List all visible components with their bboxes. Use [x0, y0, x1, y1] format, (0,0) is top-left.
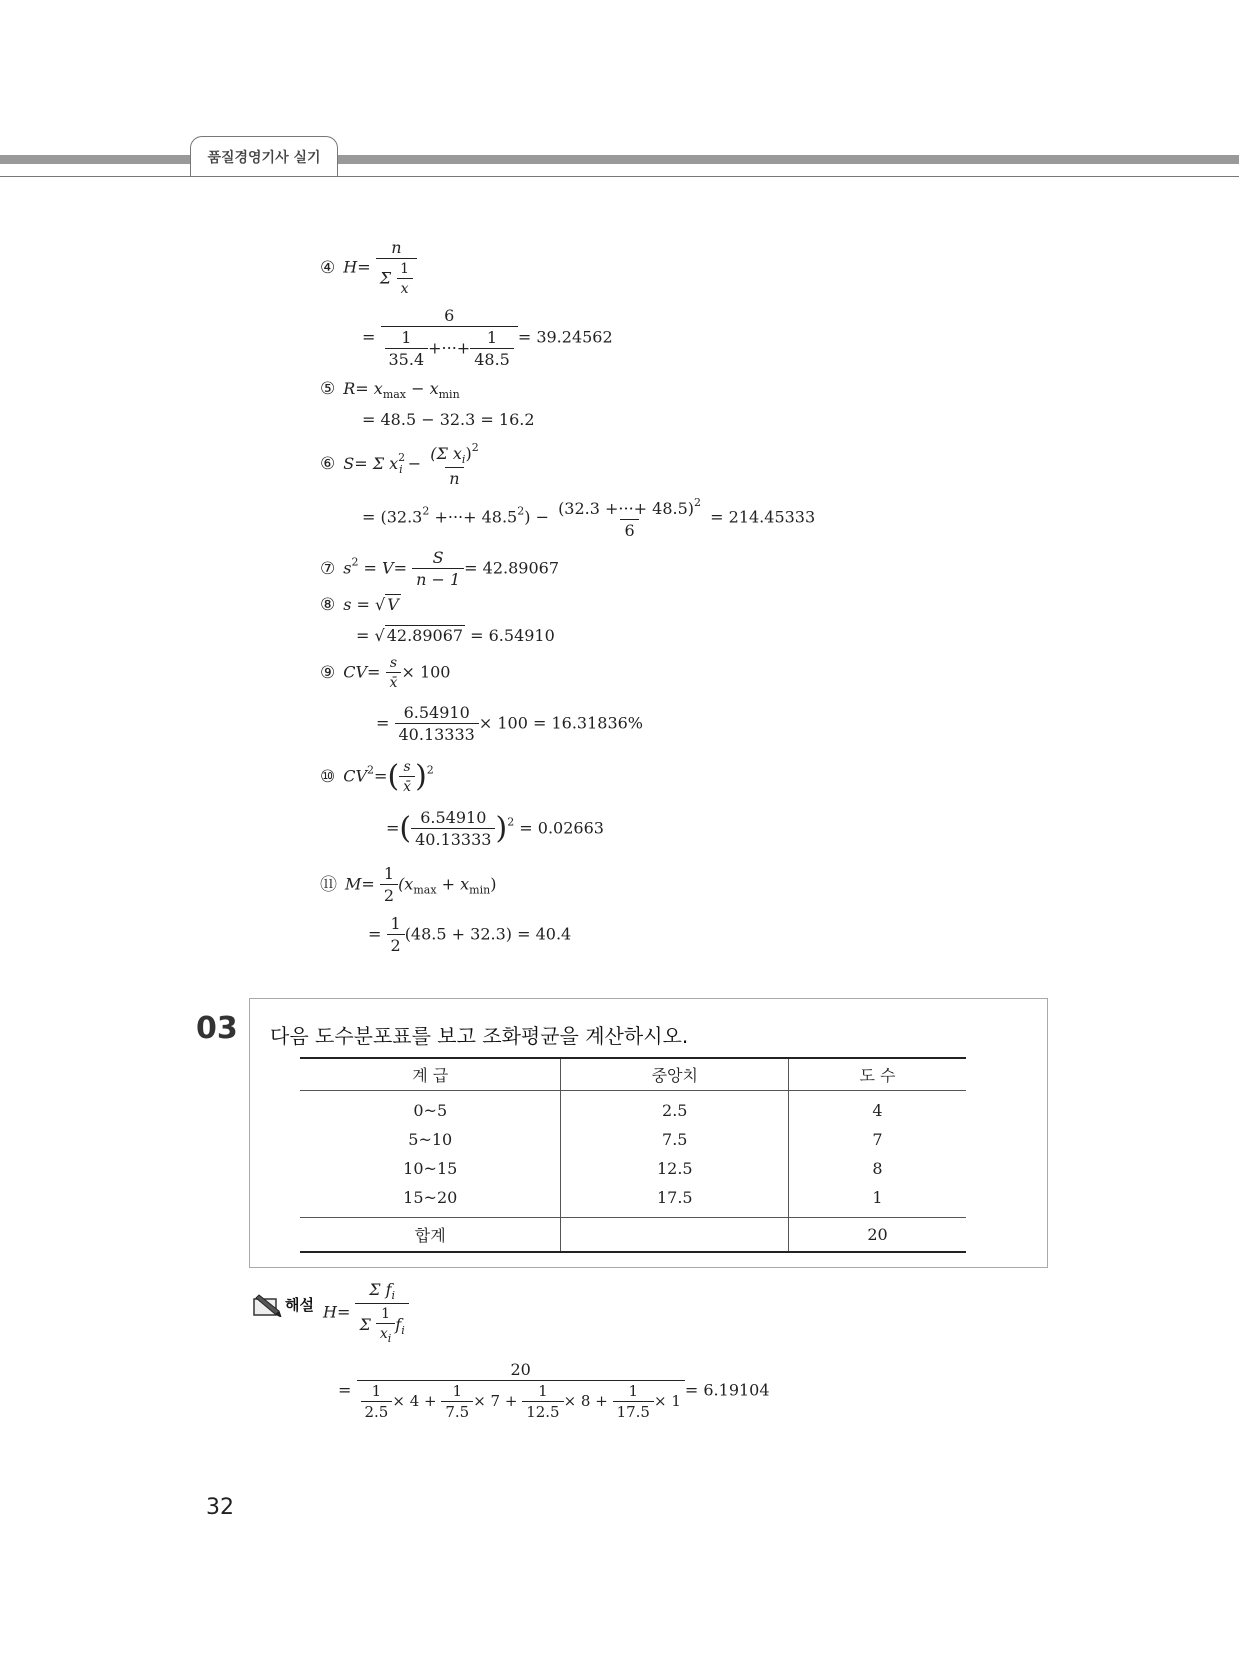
header-bar [0, 155, 1239, 164]
formula-8: ⑧ s = √ V [320, 595, 399, 615]
pencil-icon [253, 1291, 283, 1317]
header-title: 품질경영기사 실기 [190, 136, 338, 176]
formula-4-line2: = 6 $\frac{1}{35.4}$ +···+ $\frac{1}{48.5}$ = 39.24562 [362, 306, 613, 369]
table-total-row: 합계 20 [300, 1218, 966, 1253]
formula-9-line2: = $\frac{6.54910}{40.13333}$ × 100 = 16.31836% [376, 703, 643, 744]
table-header: 도 수 [789, 1058, 966, 1091]
header-rule [0, 176, 1239, 177]
formula-11-line2: = $\frac{1}{2}$ (48.5 + 32.3) = 40.4 [368, 914, 572, 955]
solution-line2: = 20 $\frac{1}{2.5}$ × 4 + $\frac{1}{7.5}$ × 7 + $\frac{1}{12.5}$ × 8 + $\frac{1}{17.5}$ × 1 = 6.19104 [338, 1360, 770, 1421]
page-number: 32 [206, 1495, 234, 1520]
formula-6: ⑥ S= Σ $x^2_i$ − $\frac{(\Sigma x_i)^2}{n}$ [320, 441, 479, 488]
formula-5-line2: = 48.5 − 32.3 = 16.2 [362, 410, 535, 429]
frequency-table [300, 1057, 966, 1253]
formula-10: ⑩ $CV^2=$( $\frac{s}{x̄}$ )$^2$ [320, 759, 434, 795]
formula-9: ⑨ CV= $\frac{s}{x̄}$ × 100 [320, 655, 451, 691]
formula-5: ⑤ $R= x_{max} - x_{min}$ [320, 379, 460, 401]
table-row: 15~20 17.5 1 [300, 1183, 966, 1218]
formula-6-line2: = ($32.3^2$ +···+ $48.5^2$) − $\frac{(32.3 +\cdot\cdot\cdot+ 48.5)^2}{6}$ = 214.45333 [362, 496, 816, 540]
table-row: 10~15 12.5 8 [300, 1154, 966, 1183]
table-header: 계 급 [300, 1058, 561, 1091]
formula-11: ⑪ M= $\frac{1}{2}$ $(x_{max} + x_{min})$ [320, 864, 497, 905]
formula-10-line2: =( $\frac{6.54910}{40.13333}$ )$^2$ = 0.02663 [386, 808, 604, 849]
question-number: 03 [196, 1011, 238, 1046]
formula-4: ④ H= n Σ $\frac{1}{x}$ [320, 240, 417, 296]
question-text: 다음 도수분포표를 보고 조화평균을 계산하시오. [270, 1024, 689, 1048]
solution-formula: H= Σ $f_i$ Σ $\frac{1}{x_i}$ $f_i$ [323, 1282, 409, 1344]
solution-label: 해설 [253, 1291, 314, 1317]
table-row: 0~5 2.5 4 [300, 1091, 966, 1126]
table-header: 중앙치 [561, 1058, 789, 1091]
formula-7: ⑦ $s^2 = V=$ $\frac{S}{n - 1}$ = 42.89067 [320, 548, 559, 589]
table-row: 5~10 7.5 7 [300, 1125, 966, 1154]
formula-8-line2: = √ 42.89067 = 6.54910 [356, 626, 555, 645]
